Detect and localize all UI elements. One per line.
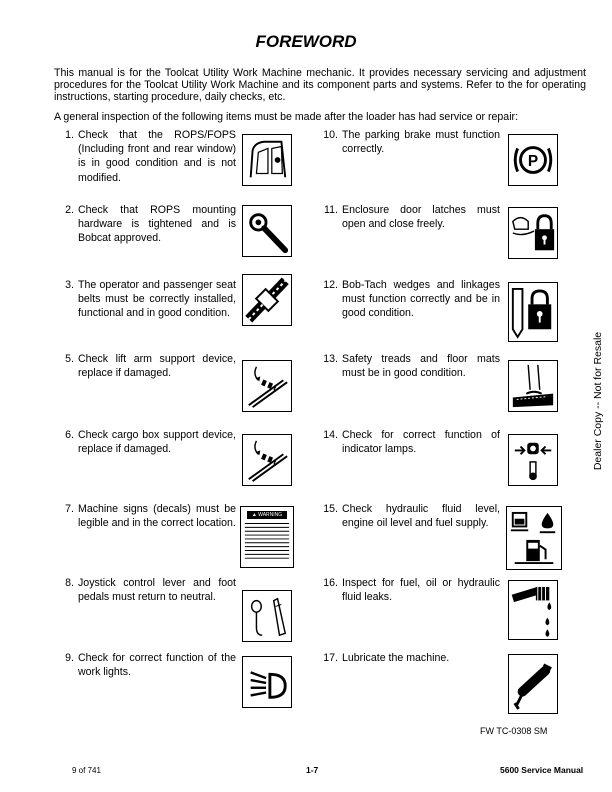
fluid-leak-icon [508, 580, 558, 640]
rops-cab-icon [242, 134, 292, 186]
joystick-pedal-icon [242, 590, 292, 642]
door-latch-lock-icon [508, 207, 558, 259]
work-light-icon [242, 656, 292, 708]
warning-label: WARNING [258, 512, 283, 518]
intro-paragraph: This manual is for the Toolcat Utility Work Machine mechanic. It provides necessary servicing and adjustment procedures for the Toolcat Utility Work Machine and its component parts and systems. Refer to the for operating instructions, starting procedure, daily checks, etc. [54, 67, 586, 103]
document-code: FW TC-0308 SM [480, 726, 548, 736]
safety-tread-icon [508, 360, 558, 412]
watermark-side-text: Dealer Copy -- Not for Resale [592, 331, 604, 471]
parking-brake-icon [508, 134, 558, 186]
bobtach-lock-icon [508, 282, 558, 342]
indicator-lamp-icon [508, 434, 558, 486]
manual-title: 5600 Service Manual [500, 765, 584, 775]
cargo-box-support-icon [242, 434, 292, 486]
seat-belt-icon [242, 274, 292, 326]
fluid-level-icon [506, 506, 562, 570]
page-count: 9 of 741 [72, 766, 101, 775]
svg-text:P: P [527, 152, 539, 170]
inspection-intro: A general inspection of the following items must be made after the loader has had service or repair: [54, 111, 519, 123]
lift-arm-support-icon [242, 360, 292, 412]
warning-decal-icon: ▲ WARNING [240, 506, 294, 568]
page-title: FOREWORD [255, 32, 357, 51]
page-number: 1-7 [306, 765, 319, 775]
grease-gun-icon [508, 654, 558, 714]
wrench-icon [242, 205, 292, 257]
